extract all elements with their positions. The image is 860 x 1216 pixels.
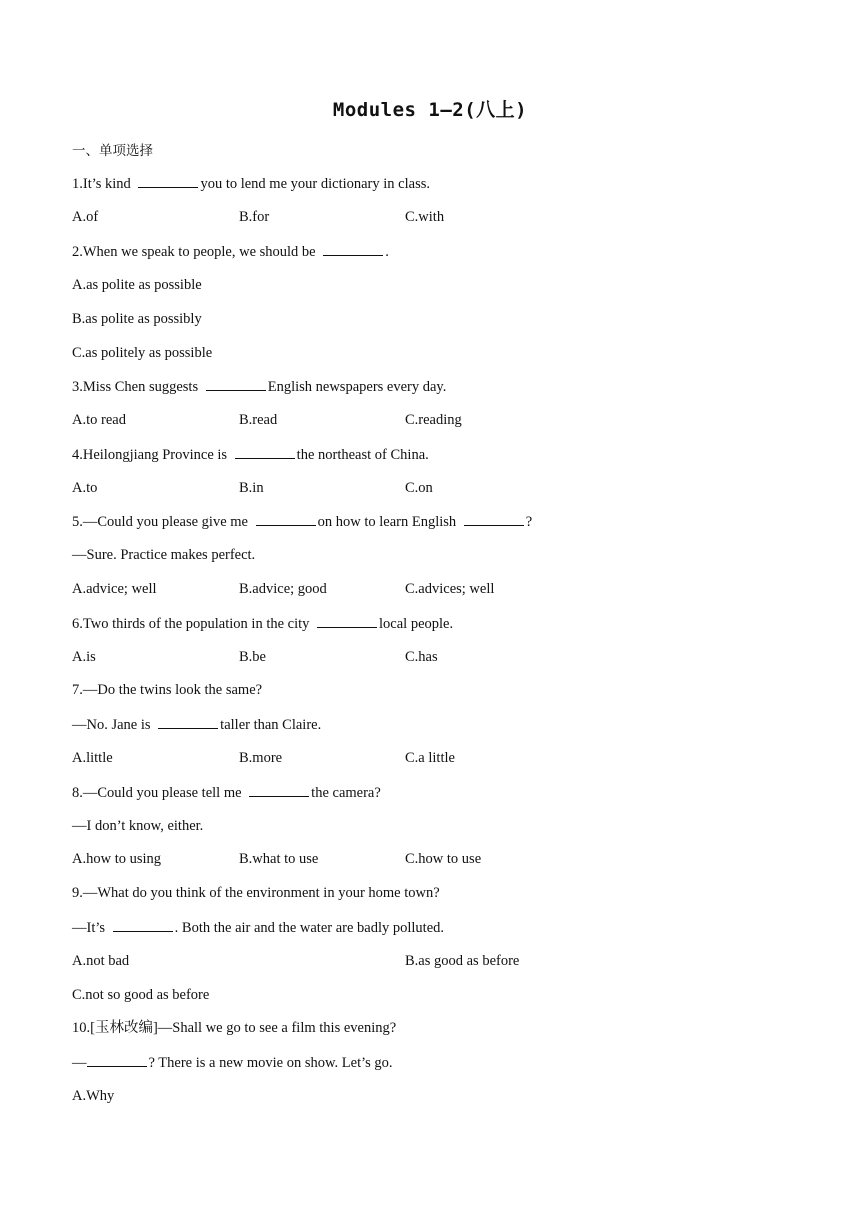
question-6: 6.Two thirds of the population in the city local people. (72, 616, 454, 632)
option-b: B.in (239, 480, 264, 496)
question-10: 10.[玉林改编]—Shall we go to see a film this evening? (72, 1020, 397, 1036)
option-c: C.as politely as possible (72, 345, 213, 361)
option-c: C.advices; well (405, 581, 495, 597)
option-c: C.has (405, 649, 438, 665)
option-c: C.reading (405, 412, 462, 428)
option-a: A.Why (72, 1088, 115, 1104)
question-5: 5.—Could you please give me on how to learn English ? (72, 514, 533, 530)
question-10-reply: — ? There is a new movie on show. Let’s go. (72, 1055, 393, 1071)
answer-blank (317, 614, 377, 628)
option-a: A.of (72, 209, 99, 225)
option-a: A.how to using (72, 851, 162, 867)
option-b: B.as polite as possibly (72, 311, 202, 327)
option-a: A.advice; well (72, 581, 157, 597)
question-8: 8.—Could you please tell me the camera? (72, 785, 381, 801)
answer-blank (87, 1053, 147, 1067)
option-c: C.not so good as before (72, 987, 210, 1003)
question-1: 1.It’s kind you to lend me your dictionary in class. (72, 176, 430, 192)
question-9-reply: —It’s . Both the air and the water are badly polluted. (72, 920, 445, 936)
answer-blank (206, 377, 266, 391)
question-2: 2.When we speak to people, we should be . (72, 244, 389, 260)
page-title: Modules 1—2(八上) (332, 99, 528, 121)
option-c: C.on (405, 480, 433, 496)
option-a: A.to (72, 480, 98, 496)
option-c: C.how to use (405, 851, 482, 867)
answer-blank (256, 512, 316, 526)
question-7: 7.—Do the twins look the same? (72, 682, 263, 698)
option-a: A.is (72, 649, 96, 665)
answer-blank (138, 174, 198, 188)
question-7-reply: —No. Jane is taller than Claire. (72, 717, 322, 733)
question-3: 3.Miss Chen suggests English newspapers every day. (72, 379, 447, 395)
answer-blank (464, 512, 524, 526)
option-a: A.not bad (72, 953, 130, 969)
question-8-reply: —I don’t know, either. (72, 818, 204, 834)
option-a: A.as polite as possible (72, 277, 202, 293)
answer-blank (113, 918, 173, 932)
option-a: A.to read (72, 412, 126, 428)
answer-blank (249, 783, 309, 797)
option-b: B.advice; good (239, 581, 327, 597)
answer-blank (323, 242, 383, 256)
question-9: 9.—What do you think of the environment in your home town? (72, 885, 440, 901)
option-b: B.what to use (239, 851, 319, 867)
option-c: C.a little (405, 750, 455, 766)
option-c: C.with (405, 209, 445, 225)
section-heading: 一、单项选择 (72, 143, 153, 159)
option-b: B.more (239, 750, 283, 766)
option-b: B.for (239, 209, 270, 225)
question-4: 4.Heilongjiang Province is the northeast of China. (72, 447, 429, 463)
option-b: B.read (239, 412, 278, 428)
option-b: B.be (239, 649, 266, 665)
answer-blank (158, 715, 218, 729)
option-b: B.as good as before (405, 953, 520, 969)
option-a: A.little (72, 750, 113, 766)
answer-blank (235, 445, 295, 459)
question-5-reply: —Sure. Practice makes perfect. (72, 547, 256, 563)
